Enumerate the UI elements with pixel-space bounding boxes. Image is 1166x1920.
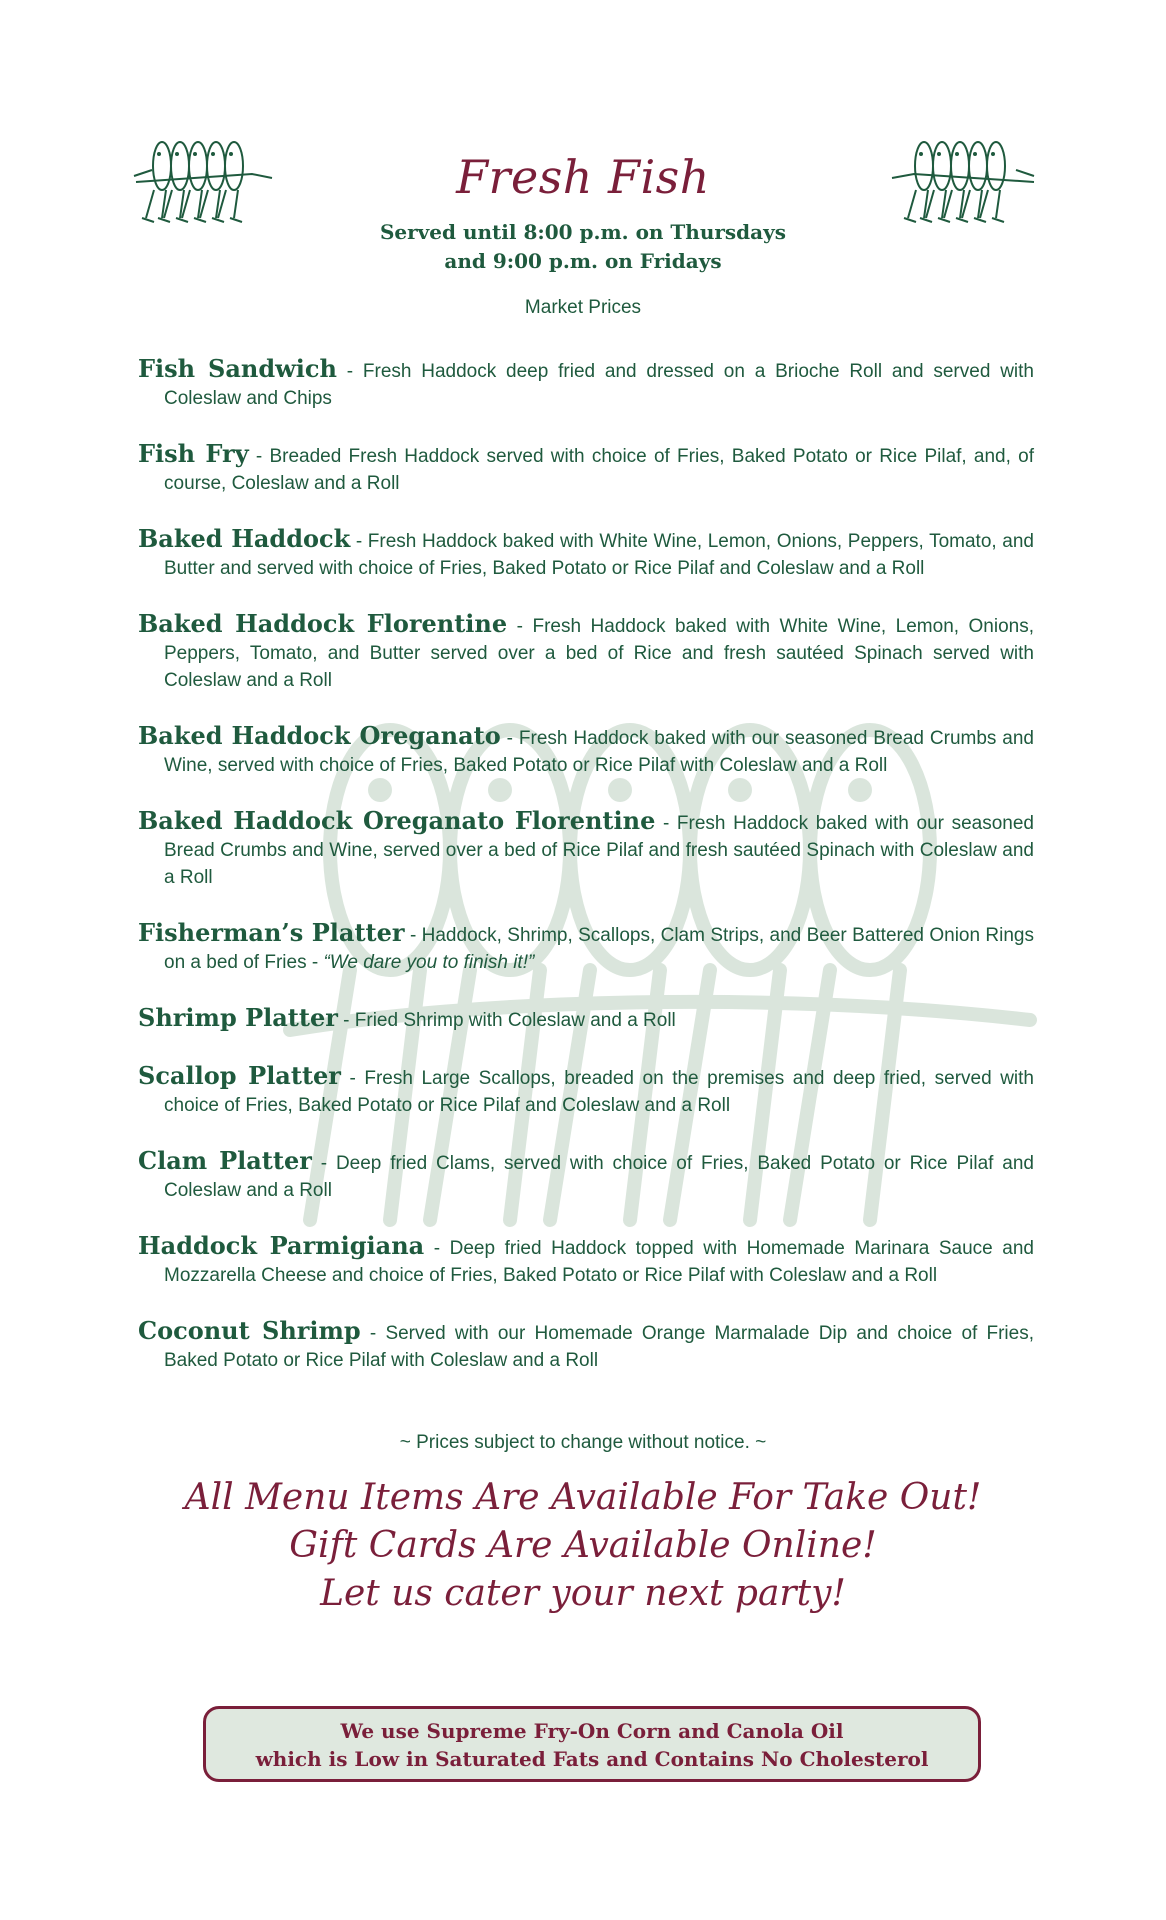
served-hours	[0, 218, 1166, 276]
served-line-2: and 9:00 p.m. on Fridays	[444, 249, 722, 273]
menu-item-description: - Deep fried Clams, served with choice of Fries, Baked Potato or Rice Pilaf and Coleslaw and a Roll	[164, 1153, 1034, 1201]
price-notice: ~ Prices subject to change without notice. ~	[399, 1432, 767, 1453]
menu-item	[138, 807, 1034, 891]
menu-item-description: - Deep fried Haddock topped with Homemade Marinara Sauce and Mozzarella Cheese and choice of Fries, Baked Potato or Rice Pilaf with Coleslaw and a Roll	[164, 1238, 1034, 1286]
promo-gift-cards: Gift Cards Are Available Online!	[289, 1525, 877, 1566]
menu-item-name: Baked Haddock Oreganato	[138, 721, 501, 750]
menu-item	[138, 1147, 1034, 1204]
menu-item-name: Coconut Shrimp	[138, 1316, 361, 1345]
menu-item	[138, 525, 1034, 582]
menu-item-description: - Fresh Haddock deep fried and dressed on a Brioche Roll and served with Coleslaw and Chips	[164, 361, 1034, 409]
menu-item-description: - Served with our Homemade Orange Marmalade Dip and choice of Fries, Baked Potato or Rice Pilaf with Coleslaw and a Roll	[164, 1323, 1034, 1371]
menu-item-description: - Fresh Haddock baked with our seasoned Bread Crumbs and Wine, served with choice of Fries, Baked Potato or Rice Pilaf with Coleslaw and a Roll	[164, 728, 1035, 776]
menu-item-description: - Breaded Fresh Haddock served with choice of Fries, Baked Potato or Rice Pilaf, and, of course, Coleslaw and a Roll	[164, 446, 1034, 494]
menu-item-description: - Fresh Haddock baked with our seasoned Bread Crumbs and Wine, served over a bed of Rice Pilaf and fresh sautéed Spinach with Coleslaw and a Roll	[164, 813, 1034, 888]
oil-notice-box	[203, 1706, 981, 1782]
served-line-1: Served until 8:00 p.m. on Thursdays	[379, 220, 787, 244]
menu-item-name: Fish Sandwich	[138, 354, 337, 383]
menu-item-name: Clam Platter	[138, 1146, 312, 1175]
menu-item-name: Shrimp Platter	[138, 1003, 338, 1032]
oil-line-2: which is Low in Saturated Fats and Contains No Cholesterol	[255, 1747, 929, 1771]
promo-block	[0, 1474, 1166, 1618]
menu-item-description: - Fresh Large Scallops, breaded on the premises and deep fried, served with choice of Fries, Baked Potato or Rice Pilaf and Coleslaw and a Roll	[164, 1068, 1034, 1116]
promo-take-out: All Menu Items Are Available For Take Out!	[184, 1477, 982, 1518]
menu-item-description: - Fresh Haddock baked with White Wine, Lemon, Onions, Peppers, Tomato, and Butter and served with choice of Fries, Baked Potato or Rice Pilaf and Coleslaw and a Roll	[164, 531, 1034, 579]
menu-item	[138, 1317, 1034, 1374]
menu-item-quote: “We dare you to finish it!”	[323, 952, 535, 973]
menu-item	[138, 919, 1034, 976]
menu-items	[138, 355, 1034, 1402]
menu-item-name: Baked Haddock Oreganato Florentine	[138, 806, 656, 835]
menu-item	[138, 1004, 1034, 1034]
menu-item	[138, 355, 1034, 412]
menu-item	[138, 440, 1034, 497]
menu-item	[138, 610, 1034, 694]
menu-item-description: - Fried Shrimp with Coleslaw and a Roll	[337, 1010, 676, 1031]
market-prices: Market Prices	[524, 297, 642, 318]
menu-item-name: Haddock Parmigiana	[138, 1231, 425, 1260]
promo-catering: Let us cater your next party!	[320, 1573, 846, 1614]
menu-item	[138, 1232, 1034, 1289]
menu-item-name: Fisherman’s Platter	[138, 918, 405, 947]
menu-item	[138, 1062, 1034, 1119]
menu-item	[138, 722, 1034, 779]
menu-item-name: Baked Haddock Florentine	[138, 609, 508, 638]
page-title: Fresh Fish	[456, 150, 710, 204]
oil-line-1: We use Supreme Fry-On Corn and Canola Oil	[340, 1719, 844, 1743]
menu-item-name: Baked Haddock	[138, 524, 351, 553]
menu-item-description: - Haddock, Shrimp, Scallops, Clam Strips, and Beer Battered Onion Rings on a bed of Fries -	[164, 925, 1035, 973]
menu-item-name: Fish Fry	[138, 439, 249, 468]
menu-item-description: - Fresh Haddock baked with White Wine, Lemon, Onions, Peppers, Tomato, and Butter served over a bed of Rice and fresh sautéed Spinach served with Coleslaw and a Roll	[164, 616, 1035, 691]
menu-item-name: Scallop Platter	[138, 1061, 341, 1090]
